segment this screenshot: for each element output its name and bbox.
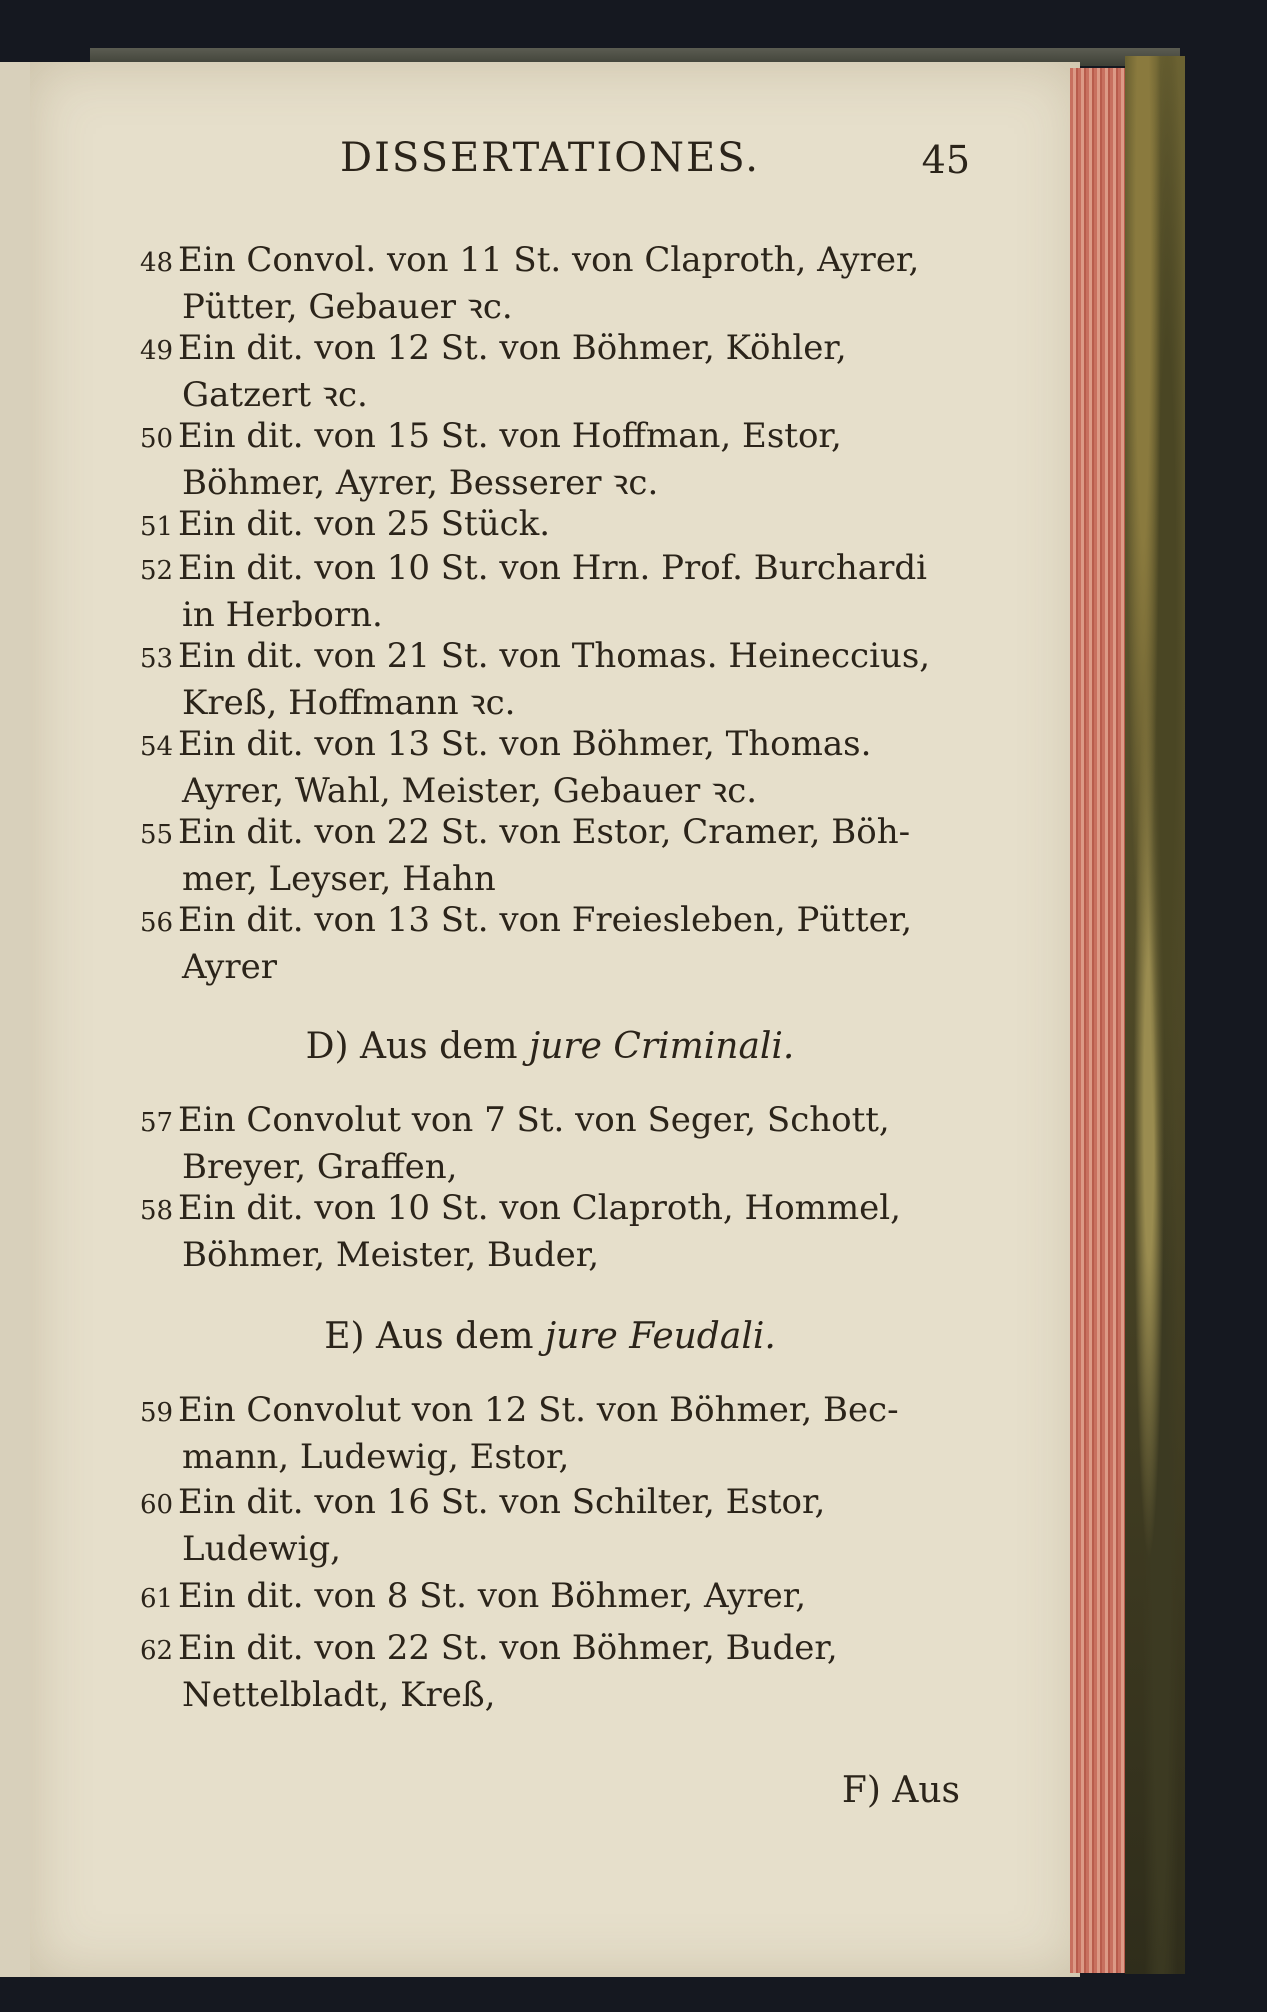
entry-number: 58 [140, 1196, 174, 1226]
entry-text: Ein Convol. von 11 St. von Claproth, Ayrer, [178, 240, 920, 280]
entry-number: 53 [140, 644, 174, 674]
entry-text-cont: Nettelbladt, Kreß, [182, 1675, 496, 1715]
entry-number: 56 [140, 908, 174, 938]
marbled-cover [1125, 56, 1185, 1974]
entry-text-cont: Breyer, Graffen, [182, 1147, 458, 1187]
entry-text: Ein dit. von 16 St. von Schilter, Estor, [178, 1482, 826, 1522]
entry-number: 62 [140, 1636, 174, 1666]
entry-text: Ein dit. von 22 St. von Böhmer, Buder, [178, 1628, 838, 1668]
list-item [140, 1480, 960, 1571]
section-latin: jure Criminali. [529, 1026, 795, 1067]
running-title: DISSERTATIONES. [340, 135, 760, 181]
entry-text: Ein dit. von 12 St. von Böhmer, Köhler, [178, 328, 847, 368]
entry-text-cont: Pütter, Gebauer ꝛc. [182, 287, 513, 327]
list-item [140, 1574, 960, 1621]
entry-text: Ein dit. von 13 St. von Böhmer, Thomas. [178, 724, 872, 764]
entry-text: Ein dit. von 10 St. von Hrn. Prof. Burchardi [178, 548, 927, 588]
entry-text: Ein dit. von 15 St. von Hoffman, Estor, [178, 416, 842, 456]
list-item [140, 414, 960, 505]
page-number: 45 [921, 138, 970, 182]
list-item [140, 546, 960, 637]
entry-text-cont: Ayrer [182, 947, 278, 987]
section-latin: jure Feudali. [545, 1316, 776, 1357]
entry-number: 51 [140, 512, 174, 542]
section-heading-e [140, 1316, 960, 1357]
list-item [140, 326, 960, 417]
entry-number: 54 [140, 732, 174, 762]
entry-text: Ein dit. von 22 St. von Estor, Cramer, Böh- [178, 812, 911, 852]
entry-text-cont: Ludewig, [182, 1529, 341, 1569]
entry-number: 50 [140, 424, 174, 454]
list-item [140, 1098, 960, 1189]
entry-text-cont: Ayrer, Wahl, Meister, Gebauer ꝛc. [182, 771, 758, 811]
entry-number: 61 [140, 1584, 174, 1614]
entry-text: Ein dit. von 13 St. von Freiesleben, Pütter, [178, 900, 913, 940]
list-item [140, 810, 960, 901]
entry-text-cont: mann, Ludewig, Estor, [182, 1437, 570, 1477]
list-item [140, 238, 960, 329]
entry-text-cont: Gatzert ꝛc. [182, 375, 368, 415]
entry-text-cont: Böhmer, Ayrer, Besserer ꝛc. [182, 463, 659, 503]
entry-text: Ein dit. von 10 St. von Claproth, Hommel, [178, 1188, 901, 1228]
page-edges [1070, 68, 1128, 1973]
entry-text: Ein Convolut von 12 St. von Böhmer, Bec- [178, 1390, 899, 1430]
entry-number: 57 [140, 1108, 174, 1138]
entry-text: Ein dit. von 25 Stück. [178, 504, 551, 544]
list-item [140, 722, 960, 813]
entry-number: 60 [140, 1490, 174, 1520]
entry-text-cont: in Herborn. [182, 595, 383, 635]
entry-number: 48 [140, 248, 174, 278]
section-heading-d [140, 1026, 960, 1067]
list-item [140, 1186, 960, 1277]
section-label: D) Aus dem [305, 1026, 518, 1067]
list-item [140, 634, 960, 725]
list-item [140, 898, 960, 989]
previous-page-edge [0, 62, 30, 1977]
entry-number: 52 [140, 556, 174, 586]
entry-text-cont: Böhmer, Meister, Buder, [182, 1235, 600, 1275]
list-item [140, 502, 960, 549]
entry-number: 59 [140, 1398, 174, 1428]
entry-text-cont: mer, Leyser, Hahn [182, 859, 496, 899]
entry-number: 55 [140, 820, 174, 850]
entry-text: Ein Convolut von 7 St. von Seger, Schott, [178, 1100, 890, 1140]
entry-text: Ein dit. von 21 St. von Thomas. Heineccius, [178, 636, 931, 676]
list-item [140, 1388, 960, 1479]
running-header [140, 130, 970, 190]
entry-number: 49 [140, 336, 174, 366]
list-item [140, 1626, 960, 1717]
section-label: E) Aus dem [324, 1316, 534, 1357]
entry-text-cont: Kreß, Hoffmann ꝛc. [182, 683, 516, 723]
catchword: F) Aus [841, 1770, 960, 1811]
entry-text: Ein dit. von 8 St. von Böhmer, Ayrer, [178, 1576, 807, 1616]
